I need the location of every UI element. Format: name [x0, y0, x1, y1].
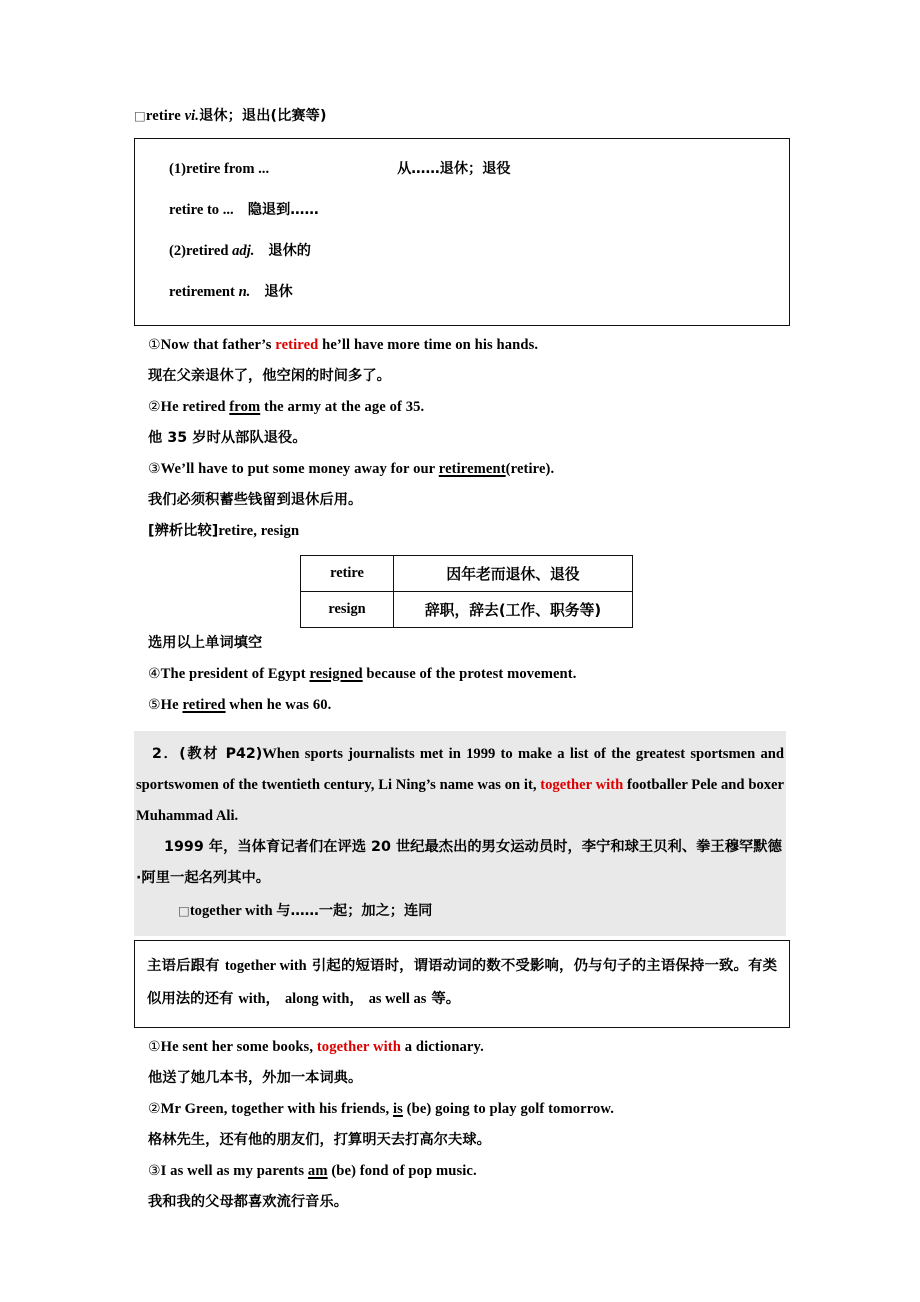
page-content	[134, 100, 790, 1218]
example-highlight: together with	[316, 1039, 401, 1055]
example-text-post: he’ll have more time on his hands.	[318, 337, 539, 353]
example-text-pre: Now that father’s	[160, 337, 276, 353]
example-marker: ⑤	[148, 697, 161, 713]
compare-words: retire, resign	[218, 523, 300, 539]
example-text-post: because of the protest movement.	[362, 666, 577, 682]
example-marker: ③	[148, 461, 161, 477]
table-row	[301, 592, 633, 628]
example-highlight: retired	[275, 337, 319, 353]
example-text-post: (be) going to play golf tomorrow.	[402, 1101, 614, 1117]
definition-phrase: retirement	[169, 284, 239, 300]
example-marker: ③	[148, 1163, 161, 1179]
example-text-pre: He retired	[160, 399, 230, 415]
entry2-headword-english: together with	[189, 903, 277, 919]
fill-example	[134, 659, 790, 690]
example-answer: am	[307, 1163, 328, 1179]
definition-row	[169, 272, 789, 313]
table-row	[301, 556, 633, 592]
example-translation: 格林先生，还有他的朋友们，打算明天去打高尔夫球。	[148, 1132, 491, 1148]
compare-label: [辨析比较]	[148, 523, 219, 539]
example-marker: ②	[148, 1101, 161, 1117]
example-marker: ②	[148, 399, 161, 415]
fill-instruction: 选用以上单词填空	[148, 635, 263, 651]
entry2-number: 2．	[152, 746, 180, 762]
grammar-seg-5: ，	[265, 991, 285, 1007]
passage-english	[136, 739, 784, 832]
example-text-post: the army at the age of 35.	[260, 399, 425, 415]
example-sentence	[134, 1094, 790, 1125]
table-cell-meaning: 因年老而退休、退役	[394, 556, 633, 592]
grammar-term-along-with: along with	[284, 991, 350, 1007]
example-sentence	[134, 392, 790, 423]
example-answer: retirement	[438, 461, 506, 477]
grammar-seg-7: ，	[349, 991, 369, 1007]
example-marker: ④	[148, 666, 161, 682]
passage-translation: 1999 年，当体育记者们在评选 20 世纪最杰出的男女运动员时，李宁和球王贝利、拳王穆罕默德·阿里一起名列其中。	[136, 839, 782, 886]
definition-meaning: 从……退休；退役	[397, 161, 511, 177]
passage-highlight: together with	[540, 777, 624, 793]
table-cell-meaning: 辞职，辞去(工作、职务等)	[394, 592, 633, 628]
example-translation: 他送了她几本书，外加一本词典。	[148, 1070, 363, 1086]
example-answer: from	[229, 399, 261, 415]
example-text-pre: I as well as my parents	[160, 1163, 308, 1179]
table-cell-term: resign	[301, 592, 394, 628]
entry1-headword-chinese: 退休；退出(比赛等)	[199, 108, 327, 124]
bullet-square-icon: □	[134, 108, 146, 123]
entry1-headword	[134, 100, 790, 132]
example-text-post: a dictionary.	[400, 1039, 484, 1055]
definition-pos: n.	[238, 284, 251, 300]
entry2-headword-chinese: 与……一起；加之；连同	[276, 903, 433, 919]
entry1-headword-pos: vi.	[184, 108, 200, 124]
example-answer: resigned	[309, 666, 363, 682]
fill-example	[134, 690, 790, 721]
example-text-pre: We’ll have to put some money away for our	[160, 461, 439, 477]
example-answer: retired	[182, 697, 226, 713]
example-marker: ①	[148, 337, 161, 353]
passage-text-post: footballer Pele and boxer Muhammad Ali.	[136, 777, 784, 824]
example-sentence	[134, 454, 790, 485]
entry2-shaded-passage	[134, 731, 786, 936]
example-sentence	[134, 330, 790, 361]
definition-row	[169, 231, 789, 272]
definition-phrase: retire from ...	[186, 161, 270, 177]
definition-meaning: 退休的	[268, 243, 311, 259]
example-answer: is	[392, 1101, 403, 1117]
definition-number: (2)	[169, 243, 187, 259]
grammar-term-with: with	[238, 991, 266, 1007]
comparison-table-wrapper	[134, 555, 790, 628]
definition-meaning: 隐退到……	[247, 202, 319, 218]
example-translation: 我们必须积蓄些钱留到退休后用。	[148, 492, 363, 508]
definition-number: (1)	[169, 161, 187, 177]
example-text-post: (retire).	[505, 461, 555, 477]
example-translation: 他 35 岁时从部队退役。	[148, 430, 307, 446]
example-marker: ①	[148, 1039, 161, 1055]
entry2-source-ref: (教材 P42)	[179, 746, 263, 762]
grammar-seg-1: 主语后跟有	[147, 958, 225, 974]
definition-row	[169, 149, 789, 190]
example-text-pre: Mr Green, together with his friends,	[160, 1101, 393, 1117]
compare-heading	[134, 516, 790, 547]
grammar-seg-9: 等。	[426, 991, 461, 1007]
example-translation: 我和我的父母都喜欢流行音乐。	[148, 1194, 349, 1210]
definition-phrase: retire to ...	[169, 202, 234, 218]
table-cell-term: retire	[301, 556, 394, 592]
example-translation: 现在父亲退休了，他空闲的时间多了。	[148, 368, 391, 384]
example-text-pre: He	[160, 697, 183, 713]
passage-text-pre: When sports journalists met in 1999 to make a list of the greatest sportsmen and sportswomen of the twentieth century, Li Ning’s name was on it,	[136, 746, 784, 793]
entry1-headword-english: retire	[145, 108, 185, 124]
example-sentence	[134, 1032, 790, 1063]
entry1-definition-box	[134, 138, 790, 326]
grammar-term-as-well-as: as well as	[368, 991, 427, 1007]
definition-meaning: 退休	[264, 284, 293, 300]
definition-pos: adj.	[232, 243, 255, 259]
example-text-pre: The president of Egypt	[160, 666, 310, 682]
example-sentence	[134, 1156, 790, 1187]
entry2-headword	[136, 896, 784, 926]
grammar-note-box	[134, 940, 790, 1028]
definition-row	[169, 190, 789, 231]
grammar-term-together-with: together with	[224, 958, 307, 974]
definition-phrase: retired	[186, 243, 233, 259]
comparison-table	[300, 555, 633, 628]
example-text-pre: He sent her some books,	[160, 1039, 317, 1055]
grammar-seg-3: 引起的短语时，谓语动词的数不受影响，仍与句子的主语保持一致。有类似用法的还有	[147, 958, 778, 1007]
example-text-post: (be) fond of pop music.	[327, 1163, 477, 1179]
grammar-note-text	[147, 950, 777, 1016]
bullet-square-icon: □	[178, 903, 190, 918]
example-text-post: when he was 60.	[225, 697, 332, 713]
